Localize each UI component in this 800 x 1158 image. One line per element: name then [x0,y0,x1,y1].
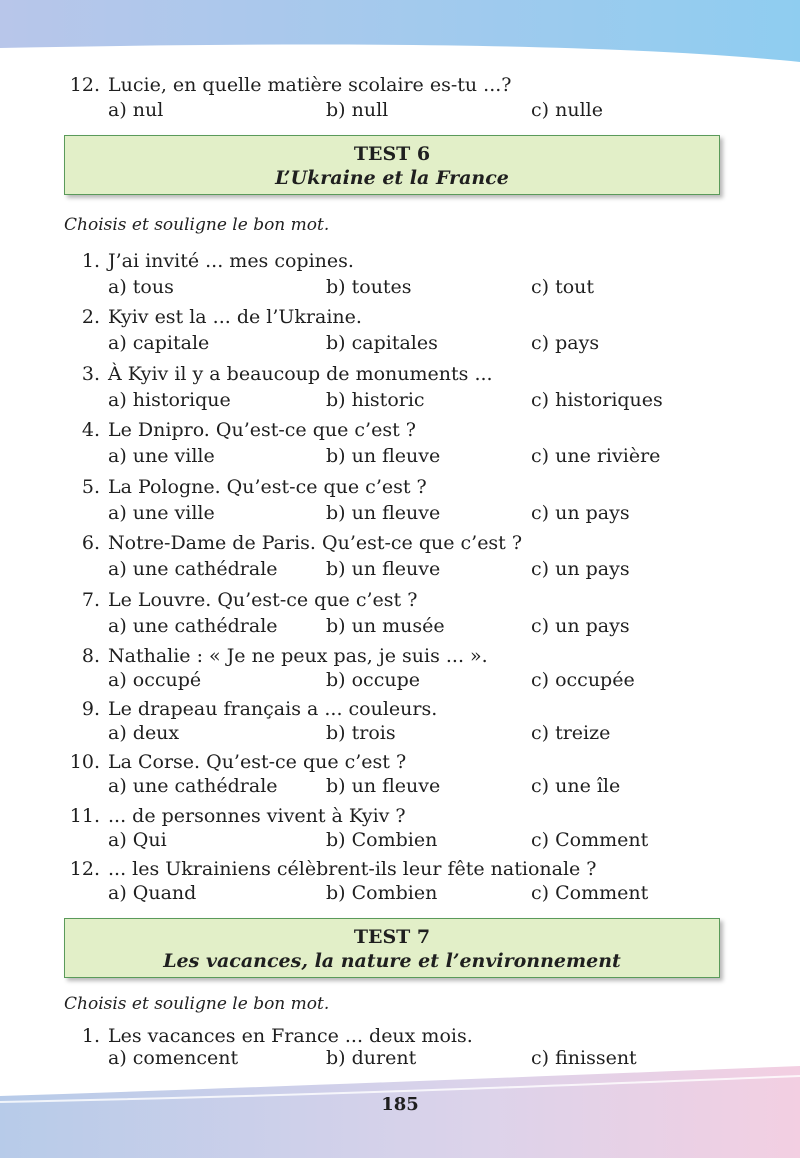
top-decorative-band [0,0,800,80]
option-b[interactable]: b) un fleuve [326,775,441,797]
option-a[interactable]: a) comencent [108,1047,239,1069]
option-c[interactable]: c) finissent [531,1047,637,1069]
option-b[interactable]: b) durent [326,1047,417,1069]
option-c[interactable]: c) historiques [531,389,663,411]
option-c[interactable]: c) une rivière [531,445,661,467]
question-text: Lucie, en quelle matière scolaire es-tu ...? [108,74,512,96]
question-text: J’ai invité ... mes copines. [108,250,354,272]
question-text: Kyiv est la ... de l’Ukraine. [108,306,362,328]
question-number: 11. [69,805,100,827]
option-a[interactable]: a) une cathédrale [108,615,278,637]
option-b[interactable]: b) un fleuve [326,558,441,580]
question-number: 12. [69,858,100,880]
option-a[interactable]: a) Quand [108,882,197,904]
option-b[interactable]: b) un musée [326,615,445,637]
option-c[interactable]: c) occupée [531,669,635,691]
option-b[interactable]: b) capitales [326,332,438,354]
option-a[interactable]: a) une ville [108,445,215,467]
question-number: 7. [81,589,100,611]
option-a[interactable]: a) une cathédrale [108,558,278,580]
question-number: 1. [81,1025,100,1047]
option-a[interactable]: a) Qui [108,829,167,851]
option-b[interactable]: b) historic [326,389,425,411]
page-number: 185 [381,1094,419,1115]
question-number: 2. [81,306,100,328]
test6-subtitle: L’Ukraine et la France [275,167,509,189]
option-c[interactable]: c) un pays [531,615,630,637]
question-text: Notre-Dame de Paris. Qu’est-ce que c’est ? [108,532,523,554]
question-number: 3. [81,363,100,385]
option-a[interactable]: a) occupé [108,669,202,691]
test6-title: TEST 6 [353,143,431,165]
question-number: 12. [69,74,100,96]
option-a[interactable]: a) capitale [108,332,210,354]
option-b[interactable]: b) un fleuve [326,445,441,467]
question-text: La Pologne. Qu’est-ce que c’est ? [108,476,427,498]
test7-instruction: Choisis et souligne le bon mot. [64,994,330,1014]
question-number: 1. [81,250,100,272]
question-number: 10. [69,751,100,773]
question-text: Le Dnipro. Qu’est-ce que c’est ? [108,419,416,441]
option-c[interactable]: c) tout [531,276,595,298]
question-text: Le Louvre. Qu’est-ce que c’est ? [108,589,418,611]
question-text: ... de personnes vivent à Kyiv ? [108,805,406,827]
test7-header [64,918,720,978]
option-a[interactable]: a) une cathédrale [108,775,278,797]
option-c[interactable]: c) Comment [531,829,649,851]
question-text: ... les Ukrainiens célèbrent-ils leur fête nationale ? [108,858,597,880]
option-c[interactable]: c) une île [531,775,621,797]
option-a[interactable]: a) historique [108,389,231,411]
test6-header [64,135,720,195]
option-a[interactable]: a) deux [108,722,180,744]
option-b[interactable]: b) Combien [326,829,438,851]
option-a[interactable]: a) une ville [108,502,215,524]
question-number: 6. [81,532,100,554]
option-c[interactable]: c) treize [531,722,611,744]
option-b[interactable]: b) un fleuve [326,502,441,524]
question-text: La Corse. Qu’est-ce que c’est ? [108,751,407,773]
option-b[interactable]: b) trois [326,722,396,744]
option-b[interactable]: b) null [326,99,389,121]
test7-title: TEST 7 [353,926,431,948]
question-number: 4. [81,419,100,441]
option-c[interactable]: c) nulle [531,99,603,121]
option-a[interactable]: a) tous [108,276,174,298]
question-number: 5. [81,476,100,498]
option-c[interactable]: c) pays [531,332,600,354]
question-text: Le drapeau français a ... couleurs. [108,698,438,720]
question-number: 9. [81,698,100,720]
option-c[interactable]: c) un pays [531,502,630,524]
option-b[interactable]: b) toutes [326,276,412,298]
option-b[interactable]: b) occupe [326,669,420,691]
test7-subtitle: Les vacances, la nature et l’environnement [163,950,621,972]
option-a[interactable]: a) nul [108,99,164,121]
question-text: À Kyiv il y a beaucoup de monuments ... [108,363,493,385]
option-c[interactable]: c) Comment [531,882,649,904]
question-text: Les vacances en France ... deux mois. [108,1025,473,1047]
option-c[interactable]: c) un pays [531,558,630,580]
question-number: 8. [81,645,100,667]
test6-instruction: Choisis et souligne le bon mot. [64,215,330,235]
question-text: Nathalie : « Je ne peux pas, je suis ... ». [108,645,488,667]
option-b[interactable]: b) Combien [326,882,438,904]
